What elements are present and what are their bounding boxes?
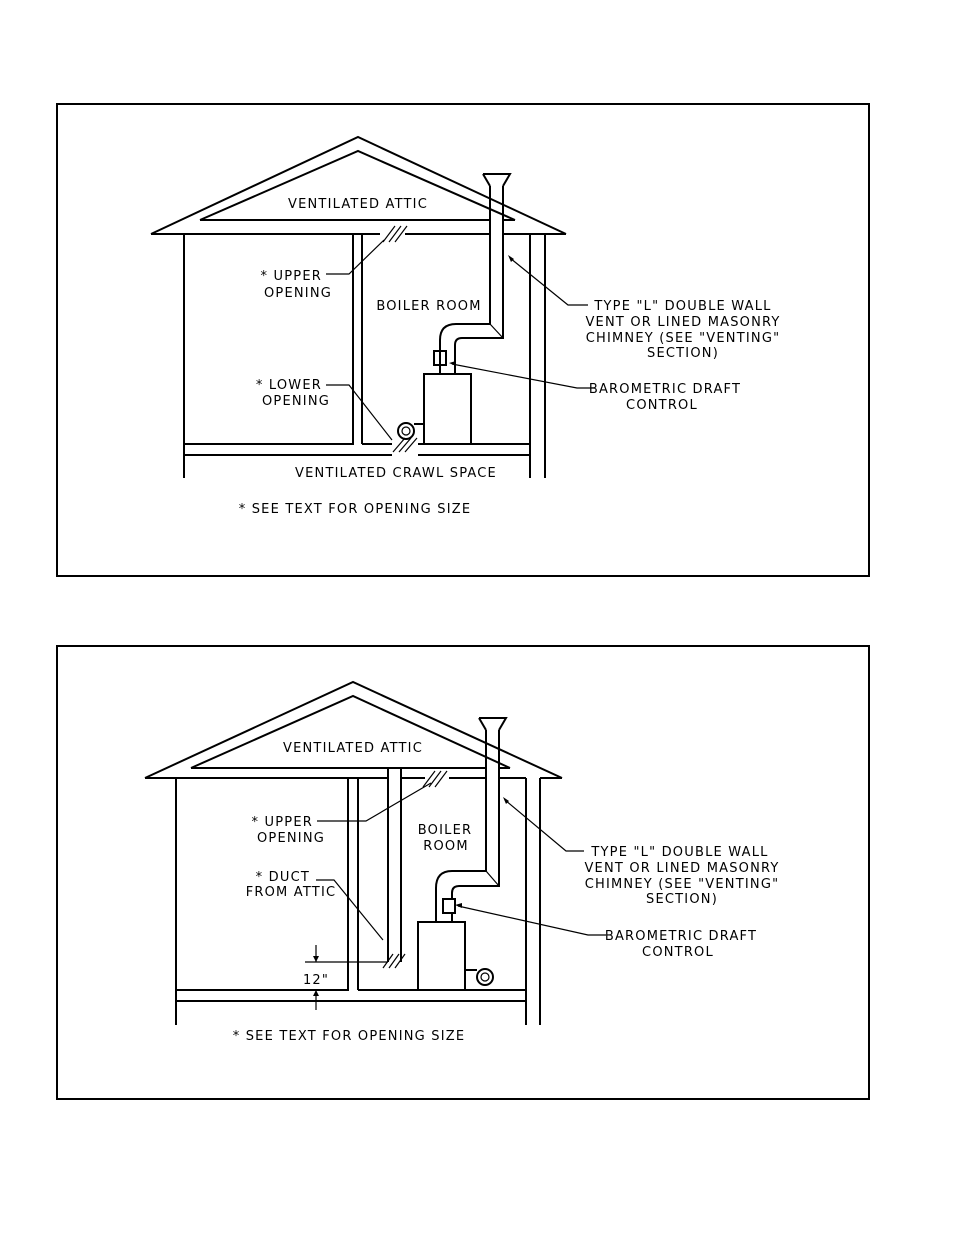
boiler-room-label-top: BOILER ROOM (376, 299, 482, 314)
draft-label-bottom-2: CONTROL (642, 945, 714, 960)
upper-opening-label-top-2: OPENING (263, 286, 333, 301)
draft-control-bottom (443, 899, 455, 913)
attic-label-bottom: VENTILATED ATTIC (283, 741, 423, 756)
lower-opening-label-top-2: OPENING (261, 394, 331, 409)
vent-label-top-1: TYPE "L" DOUBLE WALL (594, 299, 772, 314)
leaders-top (326, 240, 595, 440)
figure-bottom (57, 646, 869, 1099)
lower-opening-hatch-top (393, 438, 417, 452)
boiler-bottom (418, 914, 493, 990)
vent-label-top-4: SECTION) (647, 346, 719, 361)
vent-label-bottom-3: CHIMNEY (SEE "VENTING" (584, 877, 780, 892)
vent-label-bottom-2: VENT OR LINED MASONRY (584, 861, 780, 876)
upper-opening-label-bottom-1: * UPPER (251, 815, 313, 830)
note-label-top: * SEE TEXT FOR OPENING SIZE (238, 502, 472, 517)
upper-opening-hatch-top (383, 226, 407, 242)
duct-label-bottom-2: FROM ATTIC (245, 885, 337, 900)
attic-label-top: VENTILATED ATTIC (288, 197, 428, 212)
duct-label-bottom-1: * DUCT (255, 870, 310, 885)
boiler-room-label-bottom-1: BOILER (417, 823, 473, 838)
vent-label-bottom-4: SECTION) (646, 892, 718, 907)
draft-label-top-2: CONTROL (626, 398, 698, 413)
boiler-room-label-bottom-2: ROOM (423, 839, 469, 854)
upper-opening-label-bottom-2: OPENING (256, 831, 326, 846)
vent-label-top-2: VENT OR LINED MASONRY (585, 315, 781, 330)
leaders-bottom (316, 783, 606, 940)
lower-opening-label-top-1: * LOWER (255, 378, 322, 393)
upper-opening-hatch-bottom (423, 771, 447, 787)
vent-label-bottom-1: TYPE "L" DOUBLE WALL (591, 845, 769, 860)
dimension-label-bottom: 12" (302, 973, 330, 988)
note-label-bottom: * SEE TEXT FOR OPENING SIZE (232, 1029, 466, 1044)
boiler-top (398, 366, 471, 444)
vent-label-top-3: CHIMNEY (SEE "VENTING" (585, 331, 781, 346)
crawl-space-label-top: VENTILATED CRAWL SPACE (295, 466, 497, 481)
draft-label-top-1: BAROMETRIC DRAFT (588, 382, 742, 397)
figure-top (57, 104, 869, 576)
draft-label-bottom-1: BAROMETRIC DRAFT (604, 929, 758, 944)
upper-opening-label-top-1: * UPPER (260, 269, 322, 284)
